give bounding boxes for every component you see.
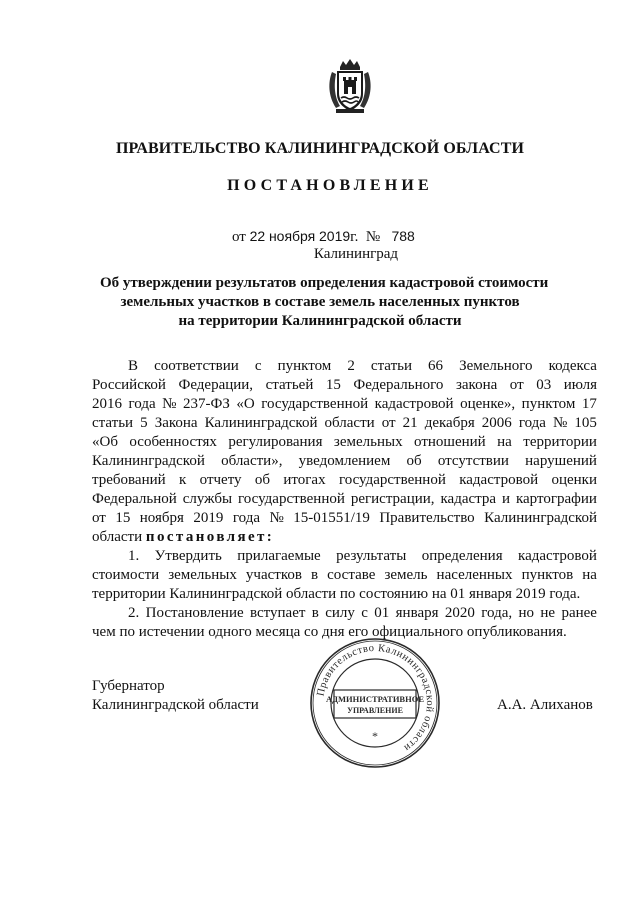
word: силу [325,605,355,621]
word: 15-01551/19 [293,510,370,526]
preamble-line [92,471,597,490]
word: к [179,472,187,488]
word: 21 [402,415,418,431]
word: земельных [168,567,237,583]
official-seal-stamp [308,636,442,770]
date-line [232,228,415,246]
date-month: ноября [268,228,316,244]
word: определения [421,548,503,564]
word: № [162,396,177,412]
word: и [502,491,511,507]
document-body [92,357,597,642]
word: в [311,605,319,621]
word: июля [563,377,597,393]
word: года [518,415,546,431]
word: земель [384,567,428,583]
document-subject [100,274,549,331]
subject-line: на территории Калининградской области [178,313,462,329]
word: территории [523,434,597,450]
word: статьей [265,377,314,393]
word: кадастровой [518,548,597,564]
word: кодекса [548,358,597,374]
word: государственной [261,396,369,412]
word: 2016 [92,396,122,412]
item-2-line [92,604,597,623]
document-type: ПОСТАНОВЛЕНИЕ [227,177,433,194]
word: Федерального [353,377,444,393]
word: от [509,377,524,393]
word: области [324,415,375,431]
word: Федерации, [178,377,254,393]
document-number: 788 [391,228,415,244]
item-1-line [92,566,597,585]
item-1-last-line: территории Калининградской области по состоянию на 01 января 2019 года. [92,586,581,602]
word: 03 [536,377,552,393]
date-day: 22 [249,228,266,244]
position-line: Калининградской области [92,697,259,713]
word: стоимости [92,567,160,583]
seal-ring-text: Правительство Калининградской области [315,642,436,754]
word: 2020 [444,605,475,621]
word: Правительство [379,510,475,526]
preamble-line [92,509,597,528]
item-2-paragraph [92,604,597,623]
word: 2. [128,605,140,621]
word: но [518,605,535,621]
word: в [311,567,319,583]
word: от [381,415,396,431]
word: пунктов [521,567,574,583]
preamble-line [92,357,597,376]
word: населенных [436,567,513,583]
preamble-line [92,433,597,452]
word: соответствии [154,358,239,374]
word: от [92,510,106,526]
coat-of-arms-icon [326,58,374,116]
word: 17 [581,396,597,412]
item-1-line [92,547,597,566]
word: отсутствии [437,453,509,469]
word: статьи [92,415,134,431]
word: нарушений [525,453,597,469]
word: года [232,510,260,526]
item-1-paragraph [92,547,597,585]
word: оценки [551,472,597,488]
number-sign: № [365,229,381,245]
word: 105 [574,415,597,431]
word: на [582,567,597,583]
word: «О [236,396,255,412]
word: Земельного [459,358,533,374]
word: 2019 [193,510,224,526]
word: об [254,472,271,488]
word: Калининградской [484,510,597,526]
word: области», [221,453,283,469]
preamble-line [92,490,597,509]
date-prefix: от [232,229,246,245]
word: кадастровой [459,472,539,488]
preamble-last-prefix: области [92,529,143,545]
word: вступает [250,605,306,621]
word: отчету [199,472,242,488]
subject-line: земельных участков в составе земель населенных пунктов [120,294,520,310]
word: кадастровой [374,396,454,412]
word: пунктом [277,358,332,374]
word: 15 [325,377,341,393]
word: итогах [283,472,326,488]
seal-center-line: АДМИНИСТРАТИВНОЕ [326,694,424,704]
word: составе [327,567,376,583]
subject-line: Об утверждении результатов определения кадастровой стоимости [100,275,549,291]
word: регистрации, [350,491,435,507]
word: результаты [336,548,407,564]
word: года, [481,605,513,621]
date-year: 2019 [319,228,351,244]
word: № [269,510,284,526]
word: 2 [347,358,355,374]
word: «Об [92,434,118,450]
preamble-paragraph [92,357,597,528]
word: особенностях [129,434,217,450]
word: года [128,396,156,412]
word: об [406,453,422,469]
word: Калининградской [92,453,205,469]
word: 2006 [481,415,512,431]
word: В [128,358,139,374]
seal-star: * [372,729,378,743]
word: участков [245,567,302,583]
preamble-line [92,414,597,433]
word: картографии [515,491,597,507]
word: с [361,605,368,621]
word: Утвердить [154,548,222,564]
government-title: ПРАВИТЕЛЬСТВО КАЛИНИНГРАДСКОЙ ОБЛАСТИ [115,140,525,157]
word: службы [182,491,233,507]
word: кадастра [440,491,497,507]
word: Российской [92,377,166,393]
word: статьи [370,358,412,374]
word: закона [455,377,498,393]
word: № [553,415,568,431]
word: ранее [561,605,597,621]
word: земельных [333,434,403,450]
word: отношений [414,434,486,450]
word: пунктом [521,396,576,412]
resolves-colon: : [266,529,275,545]
word: ноября [139,510,184,526]
position-line: Губернатор [92,678,165,694]
resolves-word: постановляет [145,529,267,545]
signatory-position [92,677,259,715]
word: оценке», [460,396,516,412]
word: требований [92,472,166,488]
item-2-last-line: чем по истечении одного месяца со дня его официального опубликования. [92,624,567,640]
word: государственной [338,472,446,488]
word: 1. [128,548,140,564]
word: 01 [374,605,390,621]
word: уведомлением [298,453,391,469]
word: государственной [237,491,345,507]
preamble-line [92,395,597,414]
word: на [497,434,512,450]
preamble-last-line [92,528,597,547]
preamble-line [92,452,597,471]
word: 237-ФЗ [183,396,230,412]
word: Калининградской [204,415,318,431]
word: Закона [154,415,198,431]
word: 5 [140,415,148,431]
word: прилагаемые [237,548,321,564]
word: регулирования [228,434,323,450]
date-year-suffix: г. [350,229,359,245]
word: декабря [424,415,475,431]
signatory-name: А.А. Алиханов [497,697,593,713]
preamble-line [92,376,597,395]
city: Калининград [313,246,399,262]
word: Федеральной [92,491,177,507]
word: Постановление [145,605,244,621]
seal-center-line: УПРАВЛЕНИЕ [347,706,403,715]
word: не [540,605,556,621]
word: с [254,358,262,374]
word: января [395,605,439,621]
word: 66 [428,358,444,374]
word: 15 [115,510,131,526]
